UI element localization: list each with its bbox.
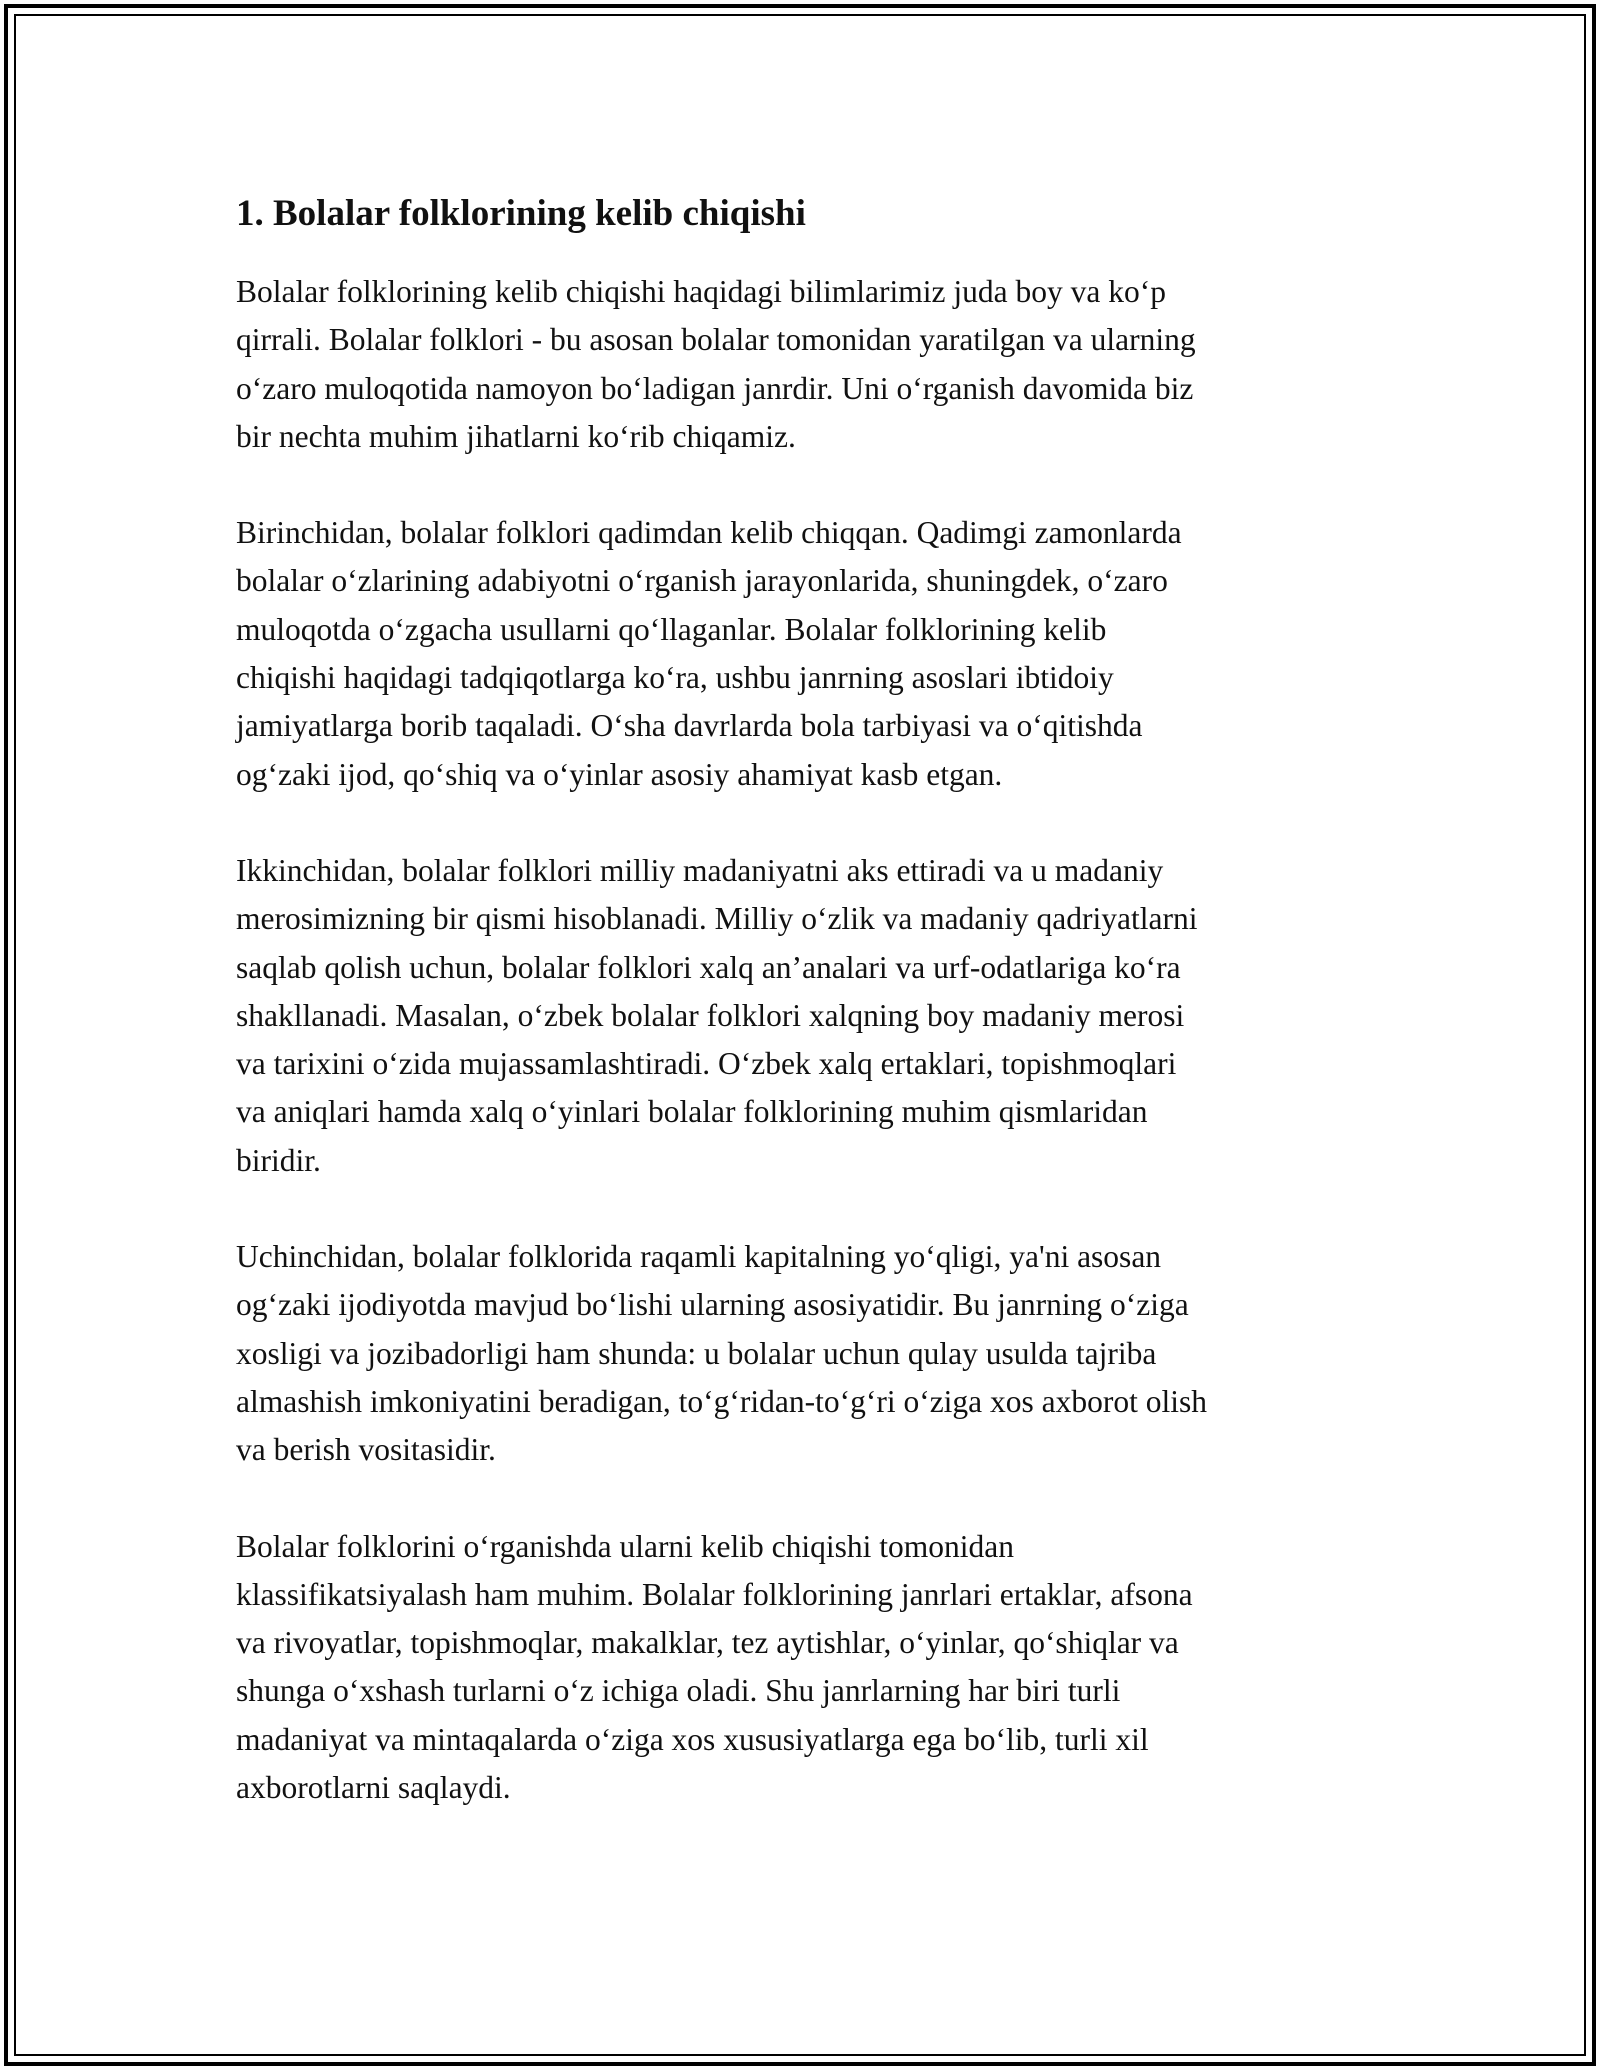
paragraph-2: Birinchidan, bolalar folklori qadimdan kelib chiqqan. Qadimgi zamonlarda bolalar o‘zlarining adabiyotni o‘rganish jarayonlarida, shuningdek, o‘zaro muloqotda o‘zgacha usullarni qo‘llaganlar. Bolalar folklorining kelib chiqishi haqidagi tadqiqotlarga ko‘ra, ushbu janrning asoslari ibtidoiy jamiyatlarga borib taqaladi. O‘sha davrlarda bola tarbiyasi va o‘qitishda og‘zaki ijod, qo‘shiq va o‘yinlar asosiy ahamiyat kasb etgan. (236, 515, 1182, 792)
section-heading: 1. Bolalar folklorining kelib chiqishi (236, 193, 806, 234)
document-body (236, 186, 1386, 1860)
paragraph-5: Bolalar folklorini o‘rganishda ularni kelib chiqishi tomonidan klassifikatsiyalash ham muhim. Bolalar folklorining janrlari ertaklar, afsona va rivoyatlar, topishmoqlar, makalklar, tez aytishlar, o‘yinlar, qo‘shiqlar va shunga o‘xshash turlarni o‘z ichiga oladi. Shu janrlarning har biri turli madaniyat va mintaqalarda o‘ziga xos xususiyatlarga ega bo‘lib, turli xil axborotlarni saqlaydi. (236, 1528, 1193, 1806)
paragraph-3: Ikkinchidan, bolalar folklori milliy madaniyatni aks ettiradi va u madaniy merosimizning bir qismi hisoblanadi. Milliy o‘zlik va madaniy qadriyatlarni saqlab qolish uchun, bolalar folklori xalq an’analari va urf-odatlariga ko‘ra shakllanadi. Masalan, o‘zbek bolalar folklori xalqning boy madaniy merosi va tarixini o‘zida mujassamlashtiradi. O‘zbek xalq ertaklari, topishmoqlari va aniqlari hamda xalq o‘yinlari bolalar folklorining muhim qismlaridan biridir. (236, 852, 1198, 1178)
paragraph-1: Bolalar folklorining kelib chiqishi haqidagi bilimlarimiz juda boy va ko‘p qirrali. Bolalar folklori - bu asosan bolalar tomonidan yaratilgan va ularning o‘zaro muloqotida namoyon bo‘ladigan janrdir. Uni o‘rganish davomida biz bir nechta muhim jihatlarni ko‘rib chiqamiz. (236, 274, 1196, 454)
paragraph-4: Uchinchidan, bolalar folklorida raqamli kapitalning yo‘qligi, ya'ni asosan og‘zaki ijodiyotda mavjud bo‘lishi ularning asosiyatidir. Bu janrning o‘ziga xosligi va jozibadorligi ham shunda: u bolalar uchun qulay usulda tajriba almashish imkoniyatini beradigan, to‘g‘ridan-to‘g‘ri o‘ziga xos axborot olish va berish vositasidir. (236, 1239, 1208, 1468)
